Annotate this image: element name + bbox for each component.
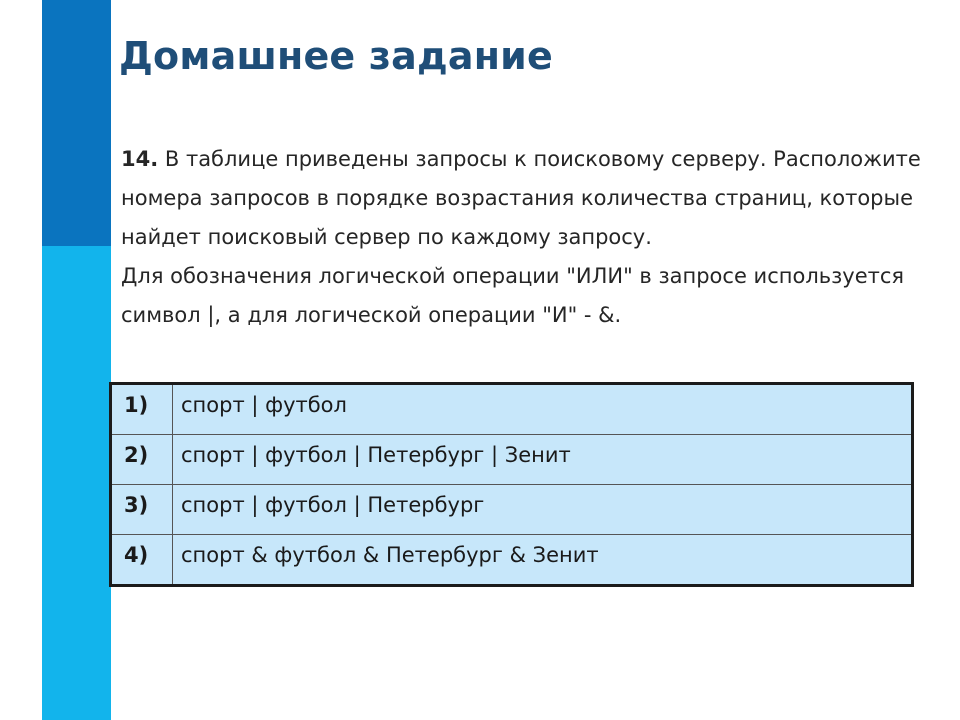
table-row — [111, 535, 913, 586]
query-cell: спорт | футбол — [173, 384, 913, 435]
task-text — [121, 140, 931, 335]
table-row — [111, 485, 913, 535]
query-cell: спорт | футбол | Петербург — [173, 485, 913, 535]
table-row — [111, 435, 913, 485]
queries-table — [109, 382, 914, 587]
task-intro: В таблице приведены запросы к поисковому серверу. Расположите номера запросов в порядке возрастания количества страниц, которые найдет поисковый сервер по каждому запросу. — [121, 147, 921, 249]
row-number: 3) — [111, 485, 173, 535]
task-intro-paragraph — [121, 140, 931, 257]
query-cell: спорт & футбол & Петербург & Зенит — [173, 535, 913, 586]
query-cell: спорт | футбол | Петербург | Зенит — [173, 435, 913, 485]
row-number: 4) — [111, 535, 173, 586]
row-number: 1) — [111, 384, 173, 435]
accent-stripe-dark — [42, 0, 111, 246]
task-note: Для обозначения логической операции "ИЛИ" в запросе используется символ |, а для логической операции "И" - &. — [121, 264, 905, 327]
accent-stripe-light — [42, 246, 111, 720]
task-number: 14. — [121, 147, 159, 171]
row-number: 2) — [111, 435, 173, 485]
slide-title: Домашнее задание — [119, 34, 553, 78]
table-row — [111, 384, 913, 435]
